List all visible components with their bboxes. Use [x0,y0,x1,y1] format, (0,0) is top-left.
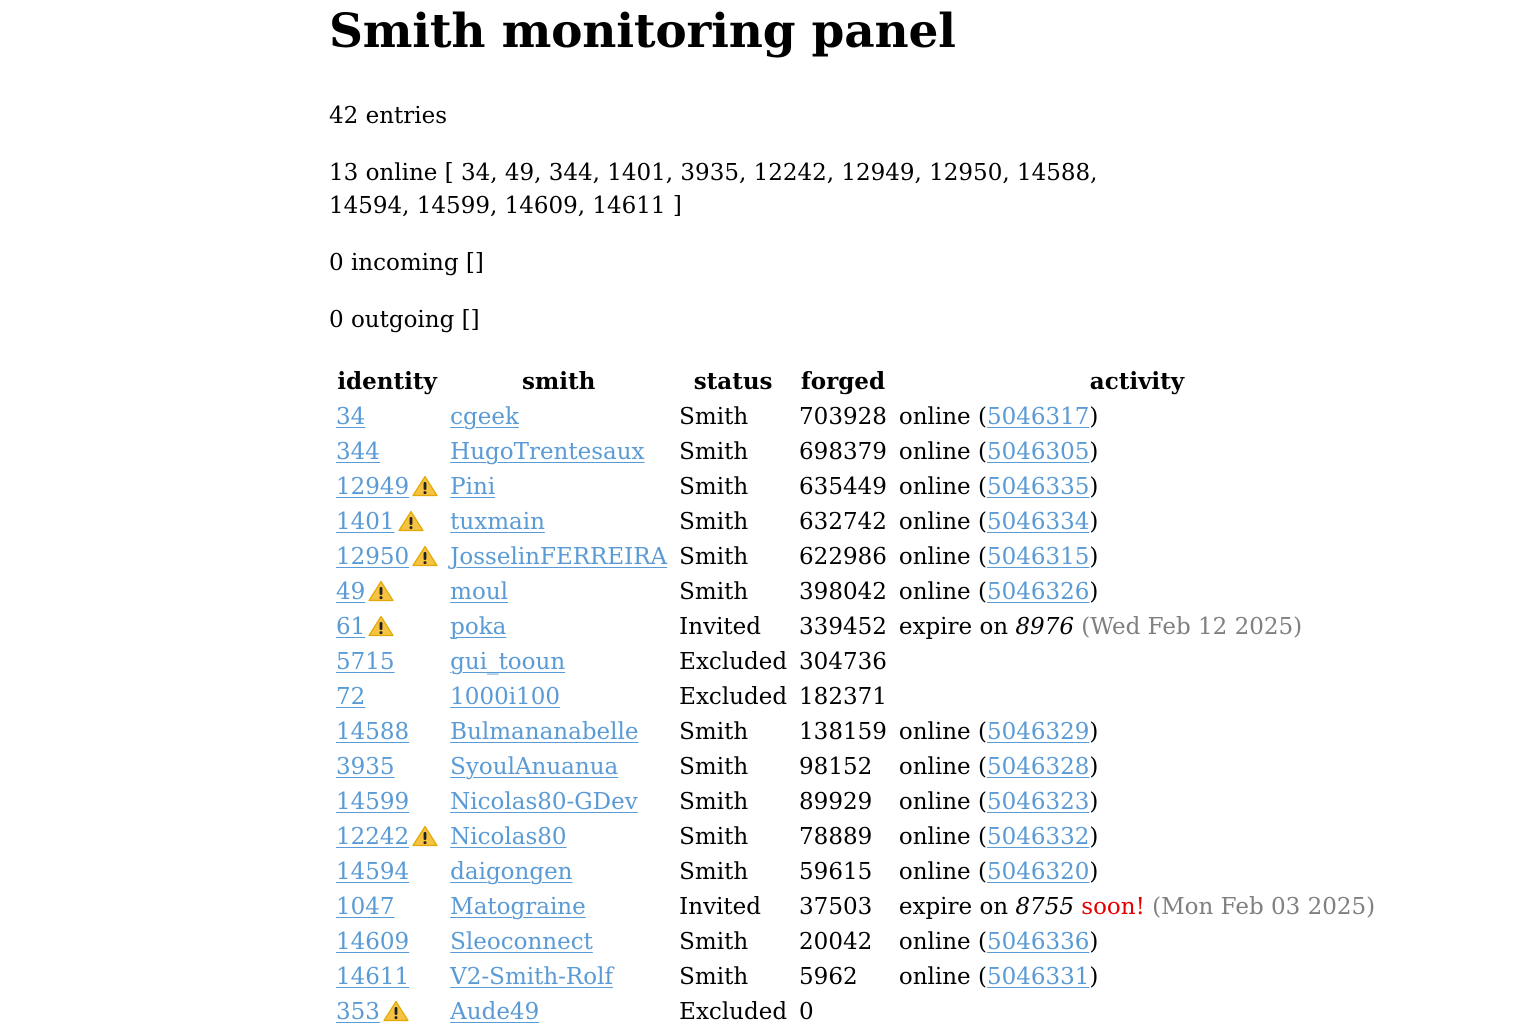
smith-link[interactable]: 1000i100 [450,683,560,710]
online-close: ) [1089,788,1099,815]
smith-cell [444,469,673,504]
header-status: status [693,367,773,395]
identity-link[interactable]: 14611 [336,963,410,990]
activity-cell [893,469,1381,504]
activity-cell [893,889,1381,924]
identity-cell [330,574,444,609]
online-label: online ( [898,403,987,430]
identity-cell [330,399,444,434]
block-link[interactable]: 5046328 [986,753,1090,780]
online-close: ) [1089,543,1099,570]
online-list: 13 online [ 34, 49, 344, 1401, 3935, 12242, 12949, 12950, 14588, 14594, 14599, 14609, 14611 ] [329,160,1098,219]
smith-link[interactable]: SyoulAnuanua [450,753,619,780]
header-smith: smith [521,367,596,395]
table-row [330,399,1381,434]
expire-label: expire on [898,613,1016,640]
activity-cell [893,539,1381,574]
identity-link[interactable]: 12950 [336,543,410,570]
forged-cell: 5962 [799,963,858,990]
identity-cell [330,434,444,469]
status-cell: Smith [679,473,749,500]
forged-cell: 20042 [799,928,873,955]
forged-cell: 138159 [799,718,887,745]
online-label: online ( [898,858,987,885]
table-body [330,399,1381,1029]
identity-cell [330,679,444,714]
smith-link[interactable]: Matograine [450,893,586,920]
identity-link[interactable]: 61 [336,613,366,640]
status-cell: Invited [679,613,761,640]
status-cell: Smith [679,403,749,430]
status-cell: Smith [679,543,749,570]
table-row [330,574,1381,609]
warning-icon [412,475,438,497]
identity-cell [330,469,444,504]
forged-cell: 182371 [799,683,887,710]
forged-cell: 622986 [799,543,887,570]
table-row [330,819,1381,854]
activity-cell [893,504,1381,539]
identity-link[interactable]: 14599 [336,788,410,815]
identity-cell [330,609,444,644]
activity-cell [893,679,1381,714]
online-close: ) [1089,718,1099,745]
smith-link[interactable]: tuxmain [450,508,545,535]
identity-link[interactable]: 14609 [336,928,410,955]
forged-cell: 398042 [799,578,887,605]
smith-cell [444,609,673,644]
forged-cell: 0 [799,998,814,1025]
table-row [330,854,1381,889]
block-link[interactable]: 5046320 [986,858,1090,885]
outgoing-list: 0 outgoing [] [329,307,480,333]
online-label: online ( [898,928,987,955]
warning-icon [412,545,438,567]
smith-cell [444,819,673,854]
identity-cell [330,504,444,539]
table-row [330,504,1381,539]
smith-cell [444,889,673,924]
identity-cell [330,539,444,574]
activity-cell [893,434,1381,469]
status-cell: Invited [679,893,761,920]
forged-cell: 59615 [799,858,873,885]
identity-link[interactable]: 353 [336,998,380,1025]
activity-cell [893,784,1381,819]
incoming-list: 0 incoming [] [329,250,484,276]
table-row [330,609,1381,644]
identity-link[interactable]: 5715 [336,648,395,675]
expire-block: 8976 [1015,613,1074,640]
smith-link[interactable]: moul [450,578,508,605]
identity-cell [330,749,444,784]
entries-count: 42 entries [329,103,448,129]
forged-cell: 89929 [799,788,873,815]
forged-cell: 37503 [799,893,873,920]
status-cell: Smith [679,963,749,990]
smith-link[interactable]: Nicolas80 [450,823,567,850]
forged-cell: 632742 [799,508,887,535]
warning-icon [368,580,394,602]
status-cell: Smith [679,928,749,955]
header-identity: identity [337,367,437,395]
online-close: ) [1089,403,1099,430]
block-link[interactable]: 5046305 [986,438,1090,465]
page-title: Smith monitoring panel [329,4,956,59]
identity-link[interactable]: 1047 [336,893,395,920]
status-cell: Smith [679,753,749,780]
activity-cell [893,609,1381,644]
smith-link[interactable]: Nicolas80-GDev [450,788,638,815]
expire-block: 8755 [1015,893,1074,920]
smith-link[interactable]: Aude49 [450,998,540,1025]
online-close: ) [1089,963,1099,990]
identity-link[interactable]: 3935 [336,753,395,780]
online-label: online ( [898,753,987,780]
forged-cell: 98152 [799,753,873,780]
smith-link[interactable]: Pini [450,473,496,500]
page [329,0,1509,1029]
smith-cell [444,539,673,574]
smith-cell [444,434,673,469]
identity-cell [330,784,444,819]
identity-cell [330,854,444,889]
table-row [330,714,1381,749]
online-label: online ( [898,473,987,500]
header-forged: forged [800,367,886,395]
forged-cell: 635449 [799,473,887,500]
online-close: ) [1089,473,1099,500]
identity-link[interactable]: 12242 [336,823,410,850]
smith-link[interactable]: cgeek [450,403,519,430]
online-close: ) [1089,438,1099,465]
smith-cell [444,399,673,434]
online-label: online ( [898,823,987,850]
table-row [330,679,1381,714]
smith-cell [444,994,673,1029]
warning-icon [412,825,438,847]
activity-cell [893,644,1381,679]
table-row [330,434,1381,469]
online-label: online ( [898,788,987,815]
identity-link[interactable]: 34 [336,403,366,430]
table-row [330,539,1381,574]
forged-cell: 78889 [799,823,873,850]
block-link[interactable]: 5046329 [986,718,1090,745]
smith-link[interactable]: Sleoconnect [450,928,593,955]
smith-table [330,363,1381,1029]
online-close: ) [1089,508,1099,535]
smith-cell [444,714,673,749]
expire-date: (Mon Feb 03 2025) [1152,893,1376,920]
activity-cell [893,714,1381,749]
smith-link[interactable]: JosselinFERREIRA [450,543,668,570]
status-cell: Excluded [679,648,788,675]
identity-link[interactable]: 14588 [336,718,410,745]
smith-link[interactable]: gui_tooun [450,648,566,675]
block-link[interactable]: 5046334 [986,508,1090,535]
table-row [330,924,1381,959]
activity-cell [893,924,1381,959]
activity-cell [893,749,1381,784]
block-link[interactable]: 5046326 [986,578,1090,605]
status-cell: Smith [679,578,749,605]
block-link[interactable]: 5046323 [986,788,1090,815]
block-link[interactable]: 5046331 [986,963,1090,990]
online-label: online ( [898,508,987,535]
status-cell: Smith [679,438,749,465]
activity-cell [893,854,1381,889]
block-link[interactable]: 5046317 [986,403,1090,430]
identity-link[interactable]: 49 [336,578,366,605]
block-link[interactable]: 5046336 [986,928,1090,955]
status-cell: Smith [679,508,749,535]
forged-cell: 304736 [799,648,887,675]
block-link[interactable]: 5046315 [986,543,1090,570]
header-activity: activity [1089,367,1185,395]
identity-cell [330,889,444,924]
smith-cell [444,679,673,714]
status-cell: Excluded [679,683,788,710]
table-header-row [330,363,1381,399]
identity-cell [330,819,444,854]
forged-cell: 339452 [799,613,887,640]
identity-link[interactable]: 14594 [336,858,410,885]
smith-link[interactable]: daigongen [450,858,573,885]
online-label: online ( [898,438,987,465]
online-label: online ( [898,578,987,605]
activity-cell [893,819,1381,854]
expire-label: expire on [898,893,1016,920]
online-label: online ( [898,963,987,990]
smith-link[interactable]: HugoTrentesaux [450,438,645,465]
forged-cell: 698379 [799,438,887,465]
activity-cell [893,399,1381,434]
smith-link[interactable]: Bulmananabelle [450,718,639,745]
online-label: online ( [898,543,987,570]
identity-cell [330,994,444,1029]
table-row [330,959,1381,994]
block-link[interactable]: 5046335 [986,473,1090,500]
identity-cell [330,644,444,679]
status-cell: Excluded [679,998,788,1025]
table-row [330,749,1381,784]
identity-cell [330,959,444,994]
identity-link[interactable]: 72 [336,683,366,710]
smith-cell [444,854,673,889]
forged-cell: 703928 [799,403,887,430]
online-close: ) [1089,858,1099,885]
table-row [330,784,1381,819]
smith-cell [444,784,673,819]
smith-cell [444,749,673,784]
identity-link[interactable]: 1401 [336,508,395,535]
warning-icon [383,1000,409,1022]
status-cell: Smith [679,858,749,885]
status-cell: Smith [679,823,749,850]
smith-cell [444,644,673,679]
identity-cell [330,924,444,959]
status-cell: Smith [679,718,749,745]
expire-date: (Wed Feb 12 2025) [1081,613,1303,640]
warning-icon [368,615,394,637]
status-cell: Smith [679,788,749,815]
soon-warning: soon! [1081,893,1145,920]
identity-link[interactable]: 344 [336,438,380,465]
online-close: ) [1089,928,1099,955]
smith-cell [444,574,673,609]
identity-cell [330,714,444,749]
warning-icon [398,510,424,532]
identity-link[interactable]: 12949 [336,473,410,500]
online-label: online ( [898,718,987,745]
activity-cell [893,994,1381,1029]
smith-cell [444,504,673,539]
online-close: ) [1089,753,1099,780]
table-row [330,644,1381,679]
table-row [330,994,1381,1029]
smith-link[interactable]: V2-Smith-Rolf [450,963,613,990]
smith-cell [444,959,673,994]
table-row [330,889,1381,924]
online-close: ) [1089,578,1099,605]
block-link[interactable]: 5046332 [986,823,1090,850]
online-close: ) [1089,823,1099,850]
activity-cell [893,574,1381,609]
smith-link[interactable]: poka [450,613,507,640]
smith-cell [444,924,673,959]
table-row [330,469,1381,504]
activity-cell [893,959,1381,994]
